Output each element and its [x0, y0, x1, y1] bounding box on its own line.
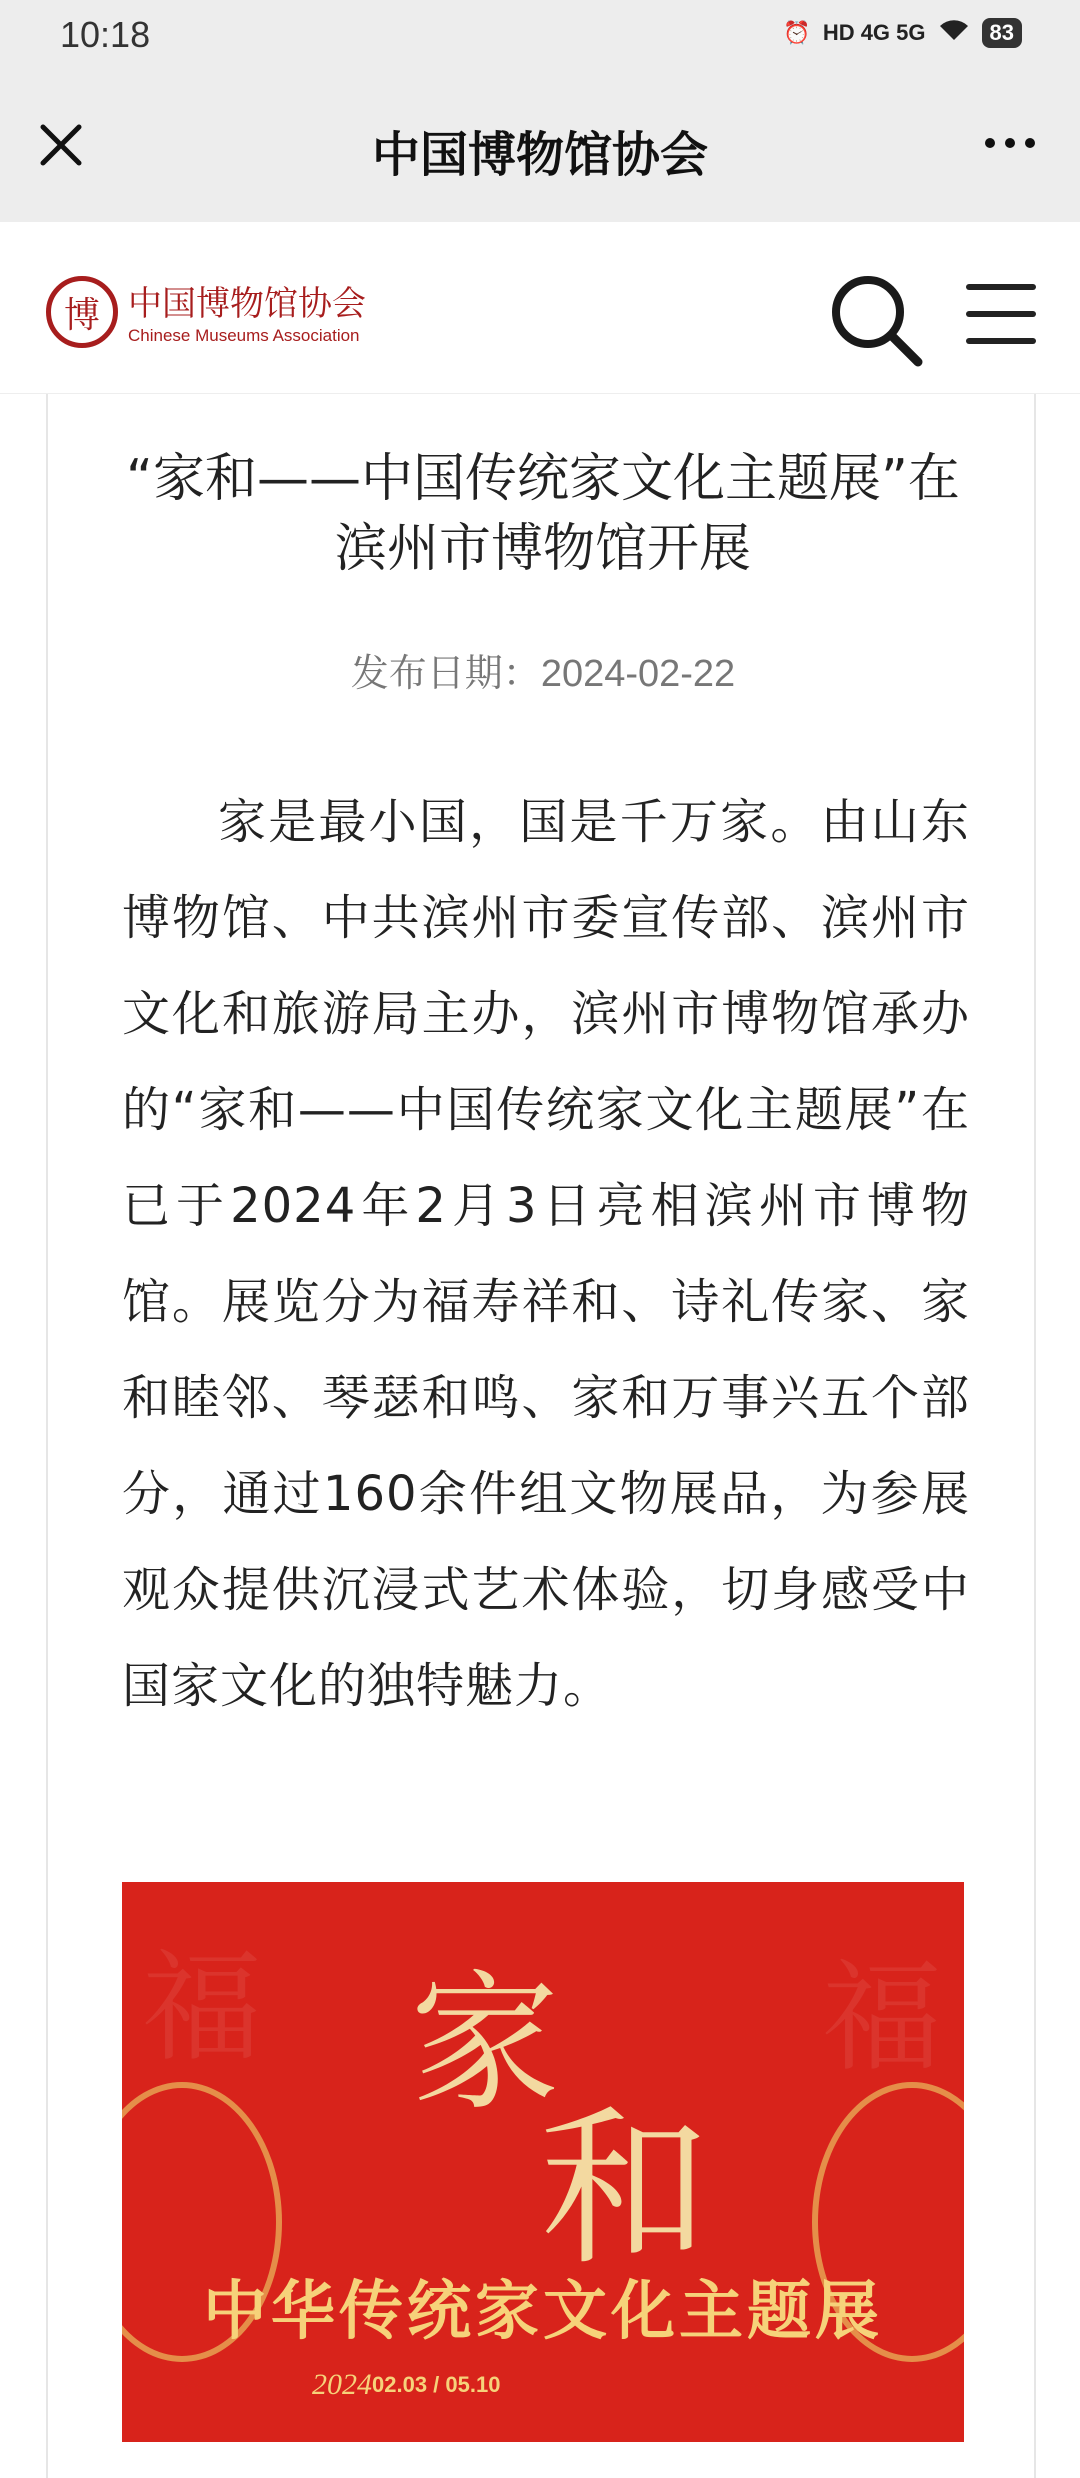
more-dot-icon [985, 138, 995, 148]
status-icons [783, 18, 1022, 48]
page-title: 中国博物馆协会 [371, 127, 708, 183]
search-button[interactable] [826, 270, 926, 370]
article-title: “家和——中国传统家文化主题展”在滨州市博物馆开展 [126, 449, 960, 579]
wifi-icon [938, 18, 970, 48]
more-dot-icon [1025, 138, 1035, 148]
browser-title-bar [0, 72, 1080, 222]
menu-line-icon [966, 311, 1036, 317]
status-time: 10:18 [60, 14, 151, 55]
logo-text-en[interactable]: Chinese Museums Association [128, 326, 360, 345]
site-header [0, 222, 1080, 394]
poster-char-jia: 家 [410, 1957, 561, 2131]
article-card [46, 394, 1036, 2478]
status-bar [0, 0, 1080, 72]
search-icon [826, 270, 926, 370]
menu-line-icon [966, 338, 1036, 344]
poster-dates: 02.03 / 05.10 [372, 2372, 501, 2397]
publish-date [48, 642, 1038, 697]
exhibition-poster-image[interactable] [122, 1882, 964, 2442]
logo-seal-icon[interactable]: 博 [46, 276, 118, 348]
logo-text-cn[interactable]: 中国博物馆协会 [128, 284, 366, 324]
poster-year: 2024 [312, 2368, 372, 2401]
poster-bg-char: 福 [822, 1949, 942, 2088]
menu-button[interactable] [966, 284, 1036, 344]
publish-date-label: 发布日期： [350, 653, 541, 695]
poster-bg-char: 福 [142, 1939, 262, 2078]
poster-char-he: 和 [540, 2091, 711, 2289]
more-options-button[interactable] [970, 112, 1050, 174]
network-indicator: HD 4G 5G [822, 20, 926, 45]
poster-subtitle: 中华传统家文化主题展 [203, 2275, 883, 2349]
publish-date-value: 2024-02-22 [540, 653, 736, 695]
alarm-icon: ⏰ [783, 20, 811, 45]
battery-indicator: 83 [982, 18, 1022, 48]
article-body: 家是最小国，国是千万家。由山东博物馆、中共滨州市委宣传部、滨州市文化和旅游局主办，滨州市博物馆承办的“家和——中国传统家文化主题展”在已于2024年2月3日亮相滨州市博物馆。展览分为福寿祥和、诗礼传家、家和睦邻、琴瑟和鸣、家和万事兴五个部分，通过160余件组文物展品，为参展观众提供沉浸式艺术体验，切身感受中国家文化的独特魅力。 [122, 794, 970, 1714]
menu-line-icon [966, 284, 1036, 290]
more-dot-icon [1005, 138, 1015, 148]
